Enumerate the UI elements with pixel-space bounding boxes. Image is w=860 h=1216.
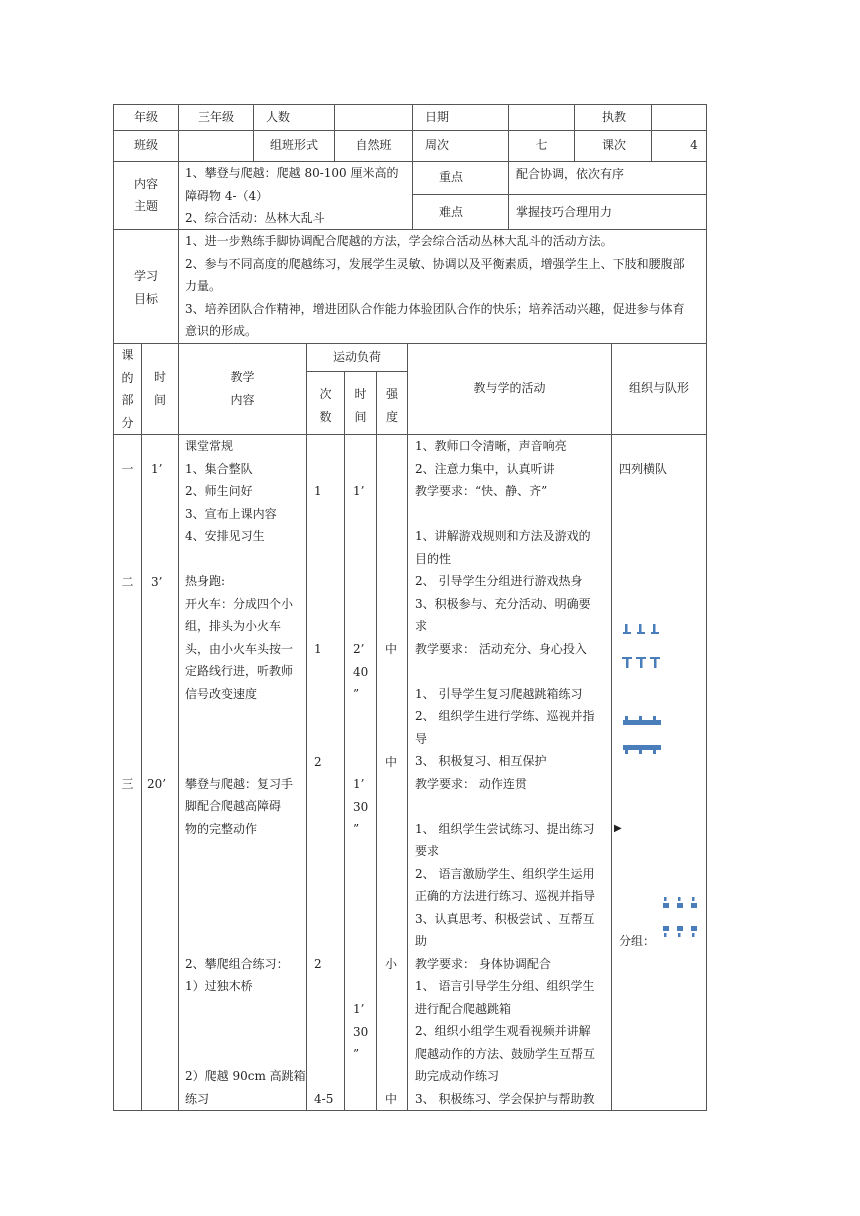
goals-label-line1: 学习: [133, 269, 158, 283]
activity-line: 1、 语言引导学生分组、组织学生: [415, 979, 595, 993]
reps-value: 1: [314, 484, 322, 498]
load-time-value: 1’ 30 ”: [353, 777, 369, 836]
activity-line: 2、 引导学生分组进行游戏热身: [415, 574, 583, 588]
content-line: [185, 930, 306, 953]
key-point-label: 重点: [439, 170, 464, 184]
activity-line: [415, 503, 595, 526]
lesson-label: 课次: [602, 138, 627, 152]
activity-line: 1、讲解游戏规则和方法及游戏的: [415, 529, 591, 543]
content-line: 2、攀爬组合练习：: [185, 956, 289, 971]
difficulty-label: 难点: [439, 205, 464, 219]
teaching-content: [185, 435, 306, 1110]
activity-line: 1、 引导学生复习爬越跳箱练习: [415, 686, 583, 701]
content-label-line2: 主题: [133, 199, 158, 213]
content-line: [185, 1043, 306, 1066]
grade-label: 年级: [133, 110, 158, 124]
activity-line: 2、注意力集中，认真听讲: [415, 461, 555, 476]
content-line: [185, 548, 306, 571]
activity-line: 1、教师口令清晰，声音响亮: [415, 439, 567, 453]
week-value: 七: [535, 138, 548, 152]
activity-line: 2、 语言激励学生、组织学生运用: [415, 866, 595, 881]
load-time-value: 2’ 40 ”: [353, 642, 369, 701]
part-three: 三: [121, 777, 134, 791]
load-time-value: 1’ 30 ”: [353, 1002, 369, 1061]
activity-line: [415, 660, 595, 683]
key-point-value: 配合协调，依次有序: [516, 167, 625, 181]
content-line: 1、攀登与爬越：爬越 80-100 厘米高的: [185, 166, 399, 180]
activity-line: 2、 组织学生进行学练、巡视并指: [415, 709, 595, 723]
content-line: 1、集合整队: [185, 461, 253, 476]
content-line: 定路线行进，听教师: [185, 664, 294, 678]
content-line: 脚配合爬越高障碍: [185, 799, 282, 813]
activity-line: 导: [415, 731, 428, 746]
content-line: 攀登与爬越：复习手: [185, 776, 294, 791]
class-label: 班级: [133, 138, 158, 152]
intensity-value: 中: [385, 642, 398, 656]
goal-line: 2、参与不同高度的爬越练习，发展学生灵敏、协调以及平衡素质，增强学生上、下肢和腰腹部: [185, 256, 685, 271]
week-label: 周次: [425, 138, 450, 152]
part-one: 一: [121, 462, 134, 476]
content-line: [185, 885, 306, 908]
activity-line: 目的性: [415, 551, 452, 566]
content-line: 4、安排见习生: [185, 529, 265, 543]
goals-label-line2: 目标: [133, 292, 158, 306]
content-line: [185, 908, 306, 931]
reps-value: 1: [314, 642, 322, 656]
content-line: 2、师生问好: [185, 484, 253, 498]
header-time: 时 间: [153, 370, 166, 407]
content-line: [185, 728, 306, 751]
content-line: [185, 840, 306, 863]
content-label-line1: 内容: [133, 177, 158, 191]
content-line: 热身跑:: [185, 574, 226, 588]
group-formation-icon: [660, 894, 708, 944]
goals-text: [185, 230, 685, 343]
activity-line: 教学要求： 身体协调配合: [415, 956, 551, 971]
activity-line: 2、组织小组学生观看视频并讲解: [415, 1024, 591, 1038]
form-label: 组班形式: [269, 138, 318, 152]
form-value: 自然班: [355, 138, 392, 152]
activity-line: 教学要求：“快、静、齐”: [415, 484, 548, 498]
activity-line: 教学要求： 动作连贯: [415, 776, 527, 791]
content-line: 1）过独木桥: [185, 979, 253, 993]
content-line: 物的完整动作: [185, 821, 258, 836]
content-line: 组，排头为小火车: [185, 619, 282, 633]
reps-value: 4-5: [314, 1092, 334, 1106]
content-line: 2）爬越 90cm 高跳箱: [185, 1069, 306, 1083]
activity-line: 3、 积极练习、学会保护与帮助教: [415, 1091, 595, 1106]
content-line: [185, 750, 306, 773]
activity-line: 爬越动作的方法、鼓励学生互帮互: [415, 1046, 596, 1061]
content-line: 练习: [185, 1091, 210, 1106]
grade-value: 三年级: [197, 110, 234, 124]
content-line: [185, 998, 306, 1021]
goal-line: 1、进一步熟练手脚协调配合爬越的方法，学会综合活动丛林大乱斗的活动方法。: [185, 234, 613, 248]
header-activities: 教与学的活动: [473, 381, 546, 395]
activity-line: [415, 795, 595, 818]
activity-line: 进行配合爬越跳箱: [415, 1001, 512, 1016]
difficulty-value: 掌握技巧合理用力: [516, 205, 613, 219]
train-formation-icon: [620, 712, 674, 756]
header-organization: 组织与队形: [628, 381, 689, 395]
header-reps: 次 数: [319, 387, 332, 424]
activity-line: 助完成动作练习: [415, 1069, 500, 1083]
intensity-value: 中: [385, 755, 398, 769]
teaching-activities: [415, 435, 595, 1110]
arrow-icon: ▶: [614, 823, 622, 834]
activity-line: 求: [415, 619, 428, 633]
intensity-value: 中: [385, 1092, 398, 1106]
header-intensity: 强 度: [385, 387, 398, 424]
activity-line: 教学要求： 活动充分、身心投入: [415, 641, 587, 656]
grouping-label: 分组：: [619, 934, 656, 948]
reps-value: 2: [314, 755, 322, 769]
header-exercise-load: 运动负荷: [332, 350, 381, 364]
activity-line: 3、 积极复习、相互保护: [415, 754, 547, 768]
header-lesson-part: 课 的 部 分: [121, 348, 134, 430]
activity-line: 要求: [415, 844, 440, 858]
content-line: 课堂常规: [185, 439, 234, 453]
lesson-value: 4: [690, 138, 698, 152]
reps-value: 2: [314, 957, 322, 971]
activity-line: 3、积极参与、充分活动、明确要: [415, 596, 591, 611]
activity-line: 1、 组织学生尝试练习、提出练习: [415, 821, 595, 836]
content-line: [185, 705, 306, 728]
content-line: 3、宣布上课内容: [185, 506, 277, 521]
time-one: 1’: [151, 462, 163, 476]
time-three: 20’: [147, 777, 167, 791]
date-label: 日期: [425, 110, 450, 124]
intensity-value: 小: [385, 957, 398, 971]
content-line: 2、综合活动：丛林大乱斗: [185, 211, 325, 225]
formation-text: 四列横队: [619, 462, 668, 476]
content-line: 障碍物 4-（4）: [185, 188, 269, 203]
activity-line: 正确的方法进行练习、巡视并指导: [415, 889, 596, 903]
four-row-formation-icon: [620, 618, 674, 676]
goal-line: 意识的形成。: [185, 324, 258, 338]
content-line: [185, 1020, 306, 1043]
time-two: 3’: [151, 575, 163, 589]
content-line: 信号改变速度: [185, 686, 258, 701]
header-content: 教学 内容: [230, 370, 255, 407]
part-two: 二: [121, 575, 134, 589]
content-line: [185, 863, 306, 886]
goal-line: 力量。: [185, 279, 222, 293]
count-label: 人数: [266, 110, 291, 124]
load-time-value: 1’: [353, 484, 365, 498]
content-topic: [185, 162, 399, 230]
teacher-label: 执教: [602, 110, 627, 124]
activity-line: 3、认真思考、积极尝试 、互帮互: [415, 911, 595, 926]
goal-line: 3、培养团队合作精神，增进团队合作能力体验团队合作的快乐；培养活动兴趣，促进参与体育: [185, 301, 685, 316]
header-load-time: 时 间: [354, 387, 367, 424]
content-line: 头，由小火车头按一: [185, 641, 294, 656]
activity-line: 助: [415, 934, 428, 948]
content-line: 开火车：分成四个小: [185, 596, 294, 611]
